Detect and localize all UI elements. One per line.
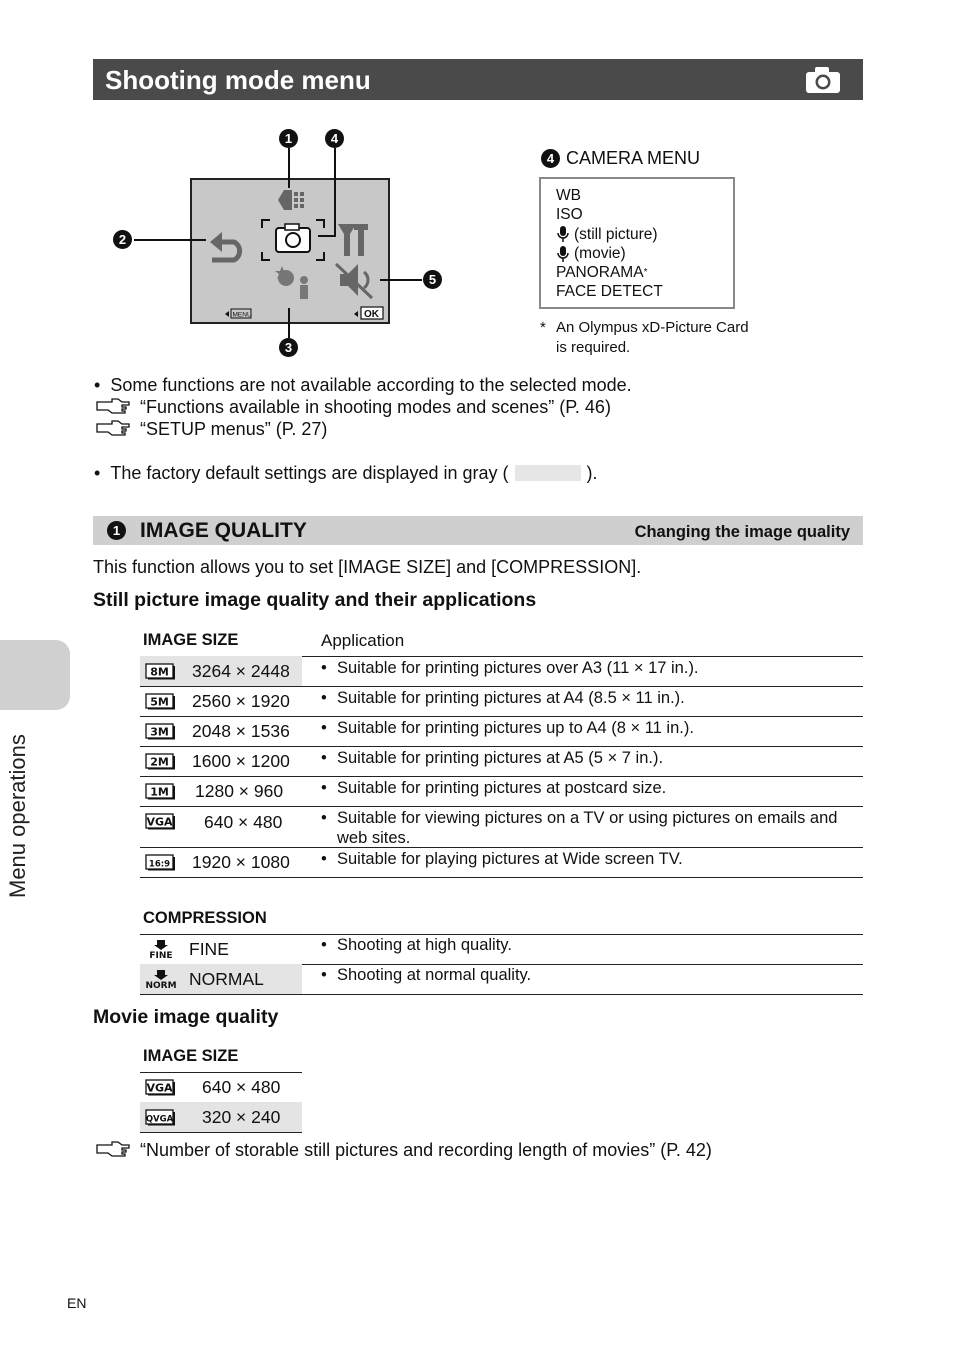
table-row [140,656,863,687]
title-bar [93,59,863,100]
size-value: 3264 × 2448 [192,661,290,681]
movie-size-icon [145,1108,176,1126]
image-size-icon [145,722,176,740]
camera-icon [805,66,841,94]
col-image-size: IMAGE SIZE [143,631,239,649]
lcd-ok-label: OK [364,309,379,320]
camera-menu-item-wb [556,186,733,205]
camera-menu-item-label: FACE DETECT [556,283,663,301]
image-size-icon [145,853,176,871]
bullet: • [321,809,327,827]
size-value: 2048 × 1536 [192,721,290,741]
callout-5: 5 [423,270,442,289]
lcd-icons [192,180,388,322]
bullet: • [321,719,327,737]
compression-cell [140,934,302,964]
camera-menu-item-label: (still picture) [574,225,658,243]
application-text: Suitable for playing pictures at Wide screen TV. [337,850,683,868]
svg-text:1M: 1M [150,785,169,799]
image-size-icon [145,692,176,710]
image-size-icon [145,662,176,680]
application-text: Suitable for printing pictures at A5 (5 × 7 in.). [337,749,664,767]
pointing-hand-icon [96,419,130,437]
size-value: 2560 × 1920 [192,691,290,711]
bullet: • [321,689,327,707]
footnote-line-2: is required. [556,338,631,356]
camera-menu-item-still-mic [556,225,733,244]
table-row [140,847,863,878]
image-quality-icon [278,190,304,210]
camera-menu-item-face-detect [556,282,733,301]
svg-text:5M: 5M [150,695,169,709]
image-size-icon [145,752,176,770]
callout-3: 3 [279,338,298,357]
svg-text:VGA: VGA [146,1081,173,1095]
fine-quality-icon [145,939,177,959]
size-value: 640 × 480 [202,1077,281,1097]
note-availability [94,374,632,396]
normal-quality-icon [145,969,177,989]
callout-3-leader [288,308,290,338]
bullet: • [94,375,101,395]
still-table-body [140,656,863,888]
compression-label: FINE [189,939,229,959]
size-cell [140,656,302,686]
ref-storable [96,1139,712,1161]
svg-text:2M: 2M [150,755,169,769]
size-cell [140,776,302,806]
compression-table-body [140,934,863,995]
ref-functions [96,396,611,418]
compression-header [140,907,863,935]
bullet: • [321,850,327,868]
page-language-label: EN [67,1295,87,1311]
size-cell [140,806,302,847]
note-text: The factory default settings are displayed in gray ( [110,463,509,483]
footnote-line-1: An Olympus xD-Picture Card [556,319,749,336]
table-row [140,686,863,717]
svg-text:8M: 8M [150,665,169,679]
size-value: 1600 × 1200 [192,751,290,771]
intro-text: This function allows you to set [IMAGE SIZE] and [COMPRESSION]. [93,557,642,577]
note-text: Some functions are not available according to the selected mode. [110,375,632,395]
callout-1: 1 [279,129,298,148]
svg-text:16:9: 16:9 [148,859,171,870]
size-cell [140,746,302,776]
application-text: Suitable for printing pictures at postcard size. [337,779,667,797]
gray-swatch [515,465,581,481]
camera-menu-item-panorama [556,263,733,282]
col-application: Application [321,631,405,650]
bullet: • [321,749,327,767]
movie-heading: Movie image quality [93,1006,279,1028]
col-compression: COMPRESSION [143,909,267,927]
ref-setup [96,418,327,440]
side-tab-label: Menu operations [5,734,30,898]
camera-menu-item-movie-mic [556,244,733,263]
ref-text: “SETUP menus” (P. 27) [140,419,328,439]
bullet: • [321,779,327,797]
size-cell [140,847,302,877]
size-cell [140,716,302,746]
table-row [140,964,863,995]
silent-mode-icon [336,264,372,298]
movie-size-icon [145,1078,176,1096]
callout-4: 4 [325,129,344,148]
setup-icon [338,224,368,256]
callout-2: 2 [113,230,132,249]
size-cell [140,686,302,716]
camera-menu-title: CAMERA MENU [566,148,701,168]
table-row [140,746,863,777]
camera-menu-item-label: PANORAMA [556,264,644,282]
size-value: 1280 × 960 [195,781,284,801]
size-cell [140,1102,302,1132]
table-row [140,716,863,747]
compression-label: NORMAL [189,969,264,989]
section-title-text: IMAGE QUALITY [140,519,307,542]
camera-menu-number: 4 [541,149,560,168]
camera-menu-footnote [540,318,749,357]
application-text: Shooting at high quality. [337,936,512,954]
camera-menu-item-iso [556,205,733,224]
microphone-icon [556,246,570,262]
note-text-end: ). [586,463,598,483]
microphone-icon [556,226,570,242]
lcd-menu-label: MENU [232,311,252,319]
page-title: Shooting mode menu [105,65,371,95]
compression-cell [140,964,302,994]
still-heading: Still picture image quality and their applications [93,589,537,611]
table-row [140,1102,302,1133]
pointing-hand-icon [96,397,130,415]
still-table-header [140,628,863,657]
bullet: • [321,966,327,984]
image-size-icon [145,812,176,830]
section-number: 1 [107,521,126,540]
section-subtitle: Changing the image quality [634,523,850,541]
lcd-menu-screen [190,178,390,324]
callout-4-leader [334,148,336,236]
movie-table-body [140,1072,302,1134]
callout-4-leader-h [318,235,336,237]
reset-arrow [210,232,222,252]
camera-menu-item-label: WB [556,187,581,204]
table-row [140,776,863,807]
application-text: Suitable for printing pictures up to A4 (8 × 11 in.). [337,719,694,737]
panorama-asterisk: * [643,267,648,279]
bullet: • [321,659,327,677]
ref-text: “Functions available in shooting modes and scenes” (P. 46) [140,397,611,417]
camera-menu-item-label: (movie) [574,244,626,262]
col-image-size: IMAGE SIZE [143,1047,239,1065]
svg-text:QVGA: QVGA [145,1114,174,1125]
application-text: Shooting at normal quality. [337,966,532,984]
table-row [140,934,863,965]
ref-text: “Number of storable still pictures and recording length of movies” (P. 42) [140,1140,712,1160]
camera-menu-heading [541,147,700,169]
size-value: 640 × 480 [204,812,283,832]
section-header [93,516,863,545]
svg-text:VGA: VGA [146,815,173,829]
svg-text:3M: 3M [150,725,169,739]
image-size-icon [145,782,176,800]
size-value: 320 × 240 [202,1107,281,1127]
note-default-gray [94,462,598,484]
pointing-hand-icon [96,1140,130,1158]
application-text: Suitable for printing pictures over A3 (11 × 17 in.). [337,659,699,677]
application-text: Suitable for printing pictures at A4 (8.5 × 11 in.). [337,689,685,707]
callout-5-leader [380,279,422,281]
footnote-mark: * [540,319,546,336]
callout-1-leader [288,148,290,188]
application-text: Suitable for viewing pictures on a TV or using pictures on emails and web sites. [337,809,838,847]
callout-2-leader [134,239,206,241]
size-value: 1920 × 1080 [192,852,290,872]
section-title [107,518,307,543]
movie-table-header [140,1045,302,1073]
camera-menu-item-label: ISO [556,206,583,224]
table-row [140,1072,302,1103]
bullet: • [321,936,327,954]
svg-text:NORM: NORM [145,981,177,989]
camera-menu-list [539,177,735,309]
table-row [140,806,863,848]
svg-text:FINE: FINE [149,951,173,959]
bullet: • [94,463,101,483]
size-cell [140,1072,302,1102]
scene-icon [275,266,308,299]
side-tab [0,640,70,710]
